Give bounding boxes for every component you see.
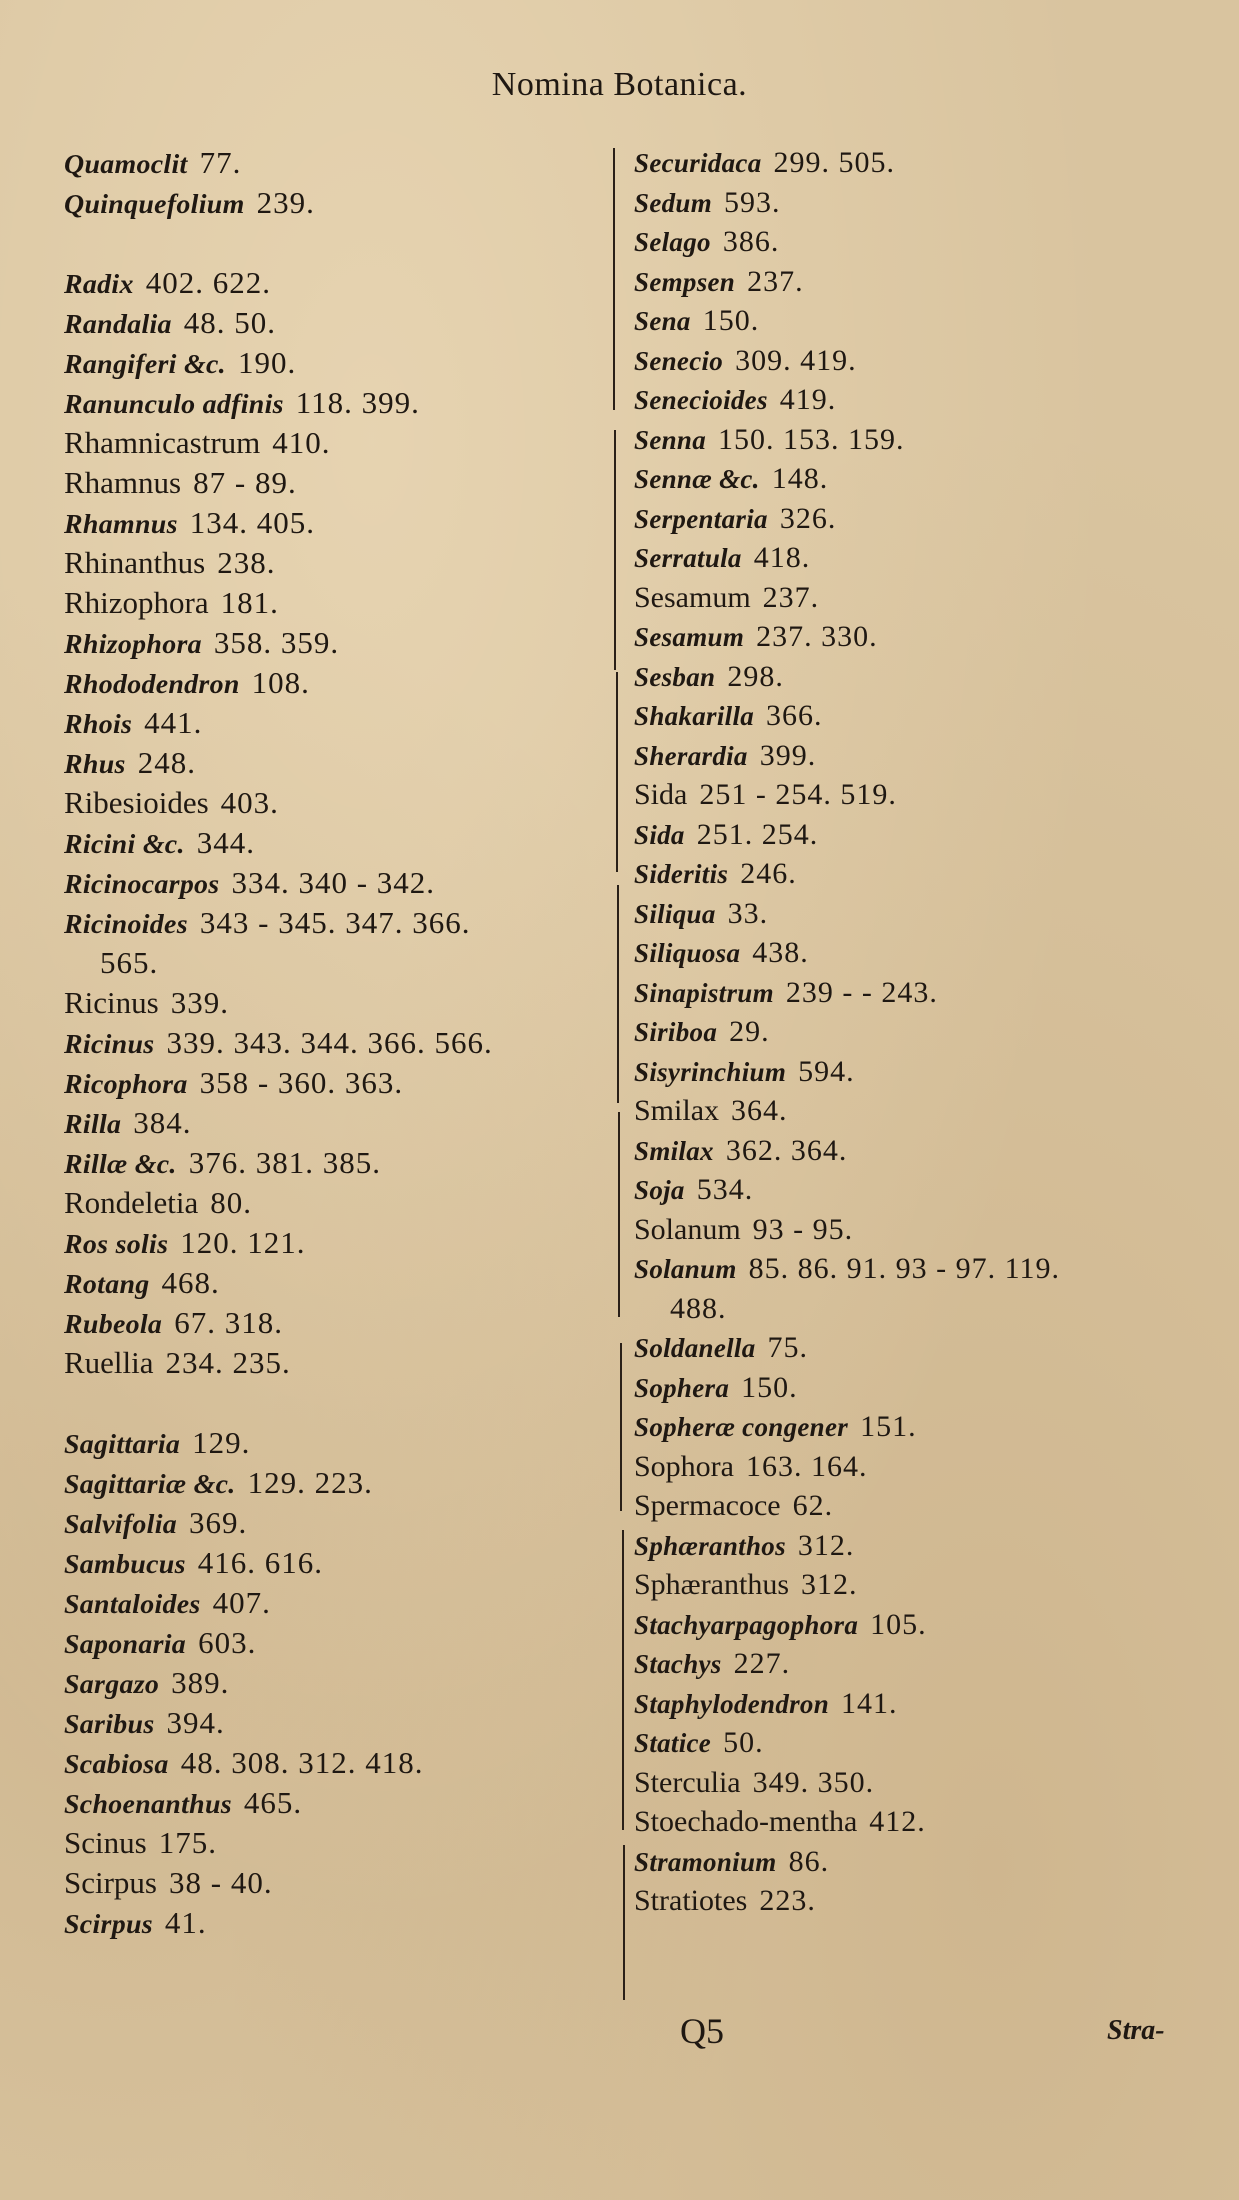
page-references: 416. 616. (197, 1545, 324, 1580)
page-references: 593. (724, 185, 781, 219)
index-entry (64, 1103, 624, 1143)
plant-name: Siliquosa (634, 938, 741, 968)
index-entry (64, 1543, 624, 1583)
page-references: 163. 164. (746, 1449, 868, 1483)
page-references: 349. 350. (752, 1765, 875, 1799)
page-references: 362. 364. (725, 1133, 848, 1167)
catchword: Stra- (1107, 2015, 1165, 2046)
index-entry (634, 1684, 1204, 1724)
plant-name: Randalia (64, 309, 172, 340)
page-references: 62. (792, 1489, 834, 1522)
index-entry (64, 183, 624, 223)
index-entry (64, 303, 624, 343)
index-entry (634, 183, 1204, 223)
page-references: 376. 381. 385. (188, 1145, 381, 1180)
plant-name: Soldanella (634, 1333, 756, 1363)
plant-name: Sherardia (634, 740, 748, 771)
index-entry (64, 1743, 624, 1783)
index-entry (64, 1063, 624, 1103)
index-entry (634, 815, 1204, 855)
plant-name: Ricinocarpos (64, 869, 220, 900)
page-references: 118. 399. (295, 385, 420, 420)
page-references: 38 - 40. (169, 1865, 273, 1900)
index-entry (634, 696, 1204, 736)
plant-name: Ricophora (64, 1069, 188, 1100)
page-references: 339. (170, 985, 229, 1020)
index-entry (634, 499, 1204, 539)
plant-name: Ricini &c. (64, 829, 185, 860)
page-references: 386. (722, 225, 780, 258)
index-entry (634, 1763, 1204, 1803)
index-entry (634, 617, 1204, 657)
page-references: 312. (801, 1568, 858, 1601)
page-references: 86. (788, 1844, 830, 1878)
plant-name: Ros solis (64, 1229, 169, 1260)
index-entry (634, 459, 1204, 499)
plant-name: Sargazo (64, 1669, 160, 1700)
index-entry (64, 1823, 624, 1863)
plant-name: Sambucus (64, 1549, 186, 1580)
plant-name: Serpentaria (634, 503, 768, 534)
plant-name: Quinquefolium (64, 189, 245, 220)
plant-name: Sagittariæ &c. (64, 1469, 236, 1500)
page-references: 129. 223. (247, 1465, 373, 1500)
index-entry (634, 1486, 1204, 1526)
plant-name: Stoechado-mentha (634, 1805, 858, 1838)
plant-name: Soja (634, 1175, 685, 1205)
plant-name: Ruellia (64, 1345, 154, 1380)
column-rule (618, 1112, 620, 1317)
page-references: 364. (731, 1094, 788, 1127)
plant-name: Scinus (64, 1825, 147, 1860)
plant-name: Sterculia (634, 1765, 741, 1799)
plant-name: Sena (634, 306, 691, 336)
plant-name: Sesamum (634, 622, 745, 652)
plant-name: Shakarilla (634, 701, 755, 731)
index-entry (64, 823, 624, 863)
page-references: 339. 343. 344. 366. 566. (166, 1025, 493, 1060)
index-entry (634, 1328, 1204, 1368)
plant-name: Senecio (634, 345, 724, 376)
page-references: 175. (158, 1825, 217, 1860)
index-entry (634, 301, 1204, 341)
plant-name: Ranunculo adfinis (64, 389, 284, 420)
index-entry (64, 943, 624, 983)
page-references: 248. (137, 745, 196, 780)
index-entry (634, 1052, 1204, 1092)
index-entry (634, 1289, 1204, 1329)
page-references: 237. 330. (756, 620, 878, 653)
page-references: 399. (759, 738, 817, 772)
index-entry (64, 663, 624, 703)
index-entry (634, 1249, 1204, 1289)
index-entry (634, 420, 1204, 460)
plant-name: Spermacoce (634, 1489, 781, 1522)
index-entry (64, 1423, 624, 1463)
page-references: 366. (766, 699, 823, 732)
index-entry (634, 1447, 1204, 1487)
index-entry (634, 736, 1204, 776)
plant-name: Radix (64, 269, 134, 300)
page-references: 488. (670, 1291, 727, 1325)
plant-name: Securidaca (634, 148, 762, 178)
page-references: 190. (237, 345, 297, 380)
index-entry (634, 341, 1204, 381)
plant-name: Rhamnus (64, 509, 178, 540)
plant-name: Rhus (64, 749, 126, 780)
page-references: 85. 86. 91. 93 - 97. 119. (748, 1252, 1061, 1285)
plant-name: Rhois (64, 709, 133, 740)
page-references: 309. 419. (735, 343, 857, 377)
plant-name: Smilax (634, 1135, 714, 1166)
plant-name: Sida (634, 778, 688, 811)
plant-name: Stachys (634, 1649, 722, 1679)
signature-mark: Q5 (680, 2011, 724, 2051)
page-references: 389. (171, 1665, 230, 1700)
plant-name: Smilax (634, 1094, 720, 1127)
index-entry (634, 1842, 1204, 1882)
page-references: 565. (100, 945, 159, 980)
section-gap (64, 1383, 624, 1423)
plant-name: Scirpus (64, 1909, 153, 1940)
index-entry (634, 1802, 1204, 1842)
page-references: 334. 340 - 342. (231, 865, 436, 900)
plant-name: Saribus (64, 1709, 155, 1740)
column-rule (617, 885, 619, 1103)
index-entry (64, 1463, 624, 1503)
index-entry (64, 1783, 624, 1823)
page-references: 441. (144, 705, 203, 740)
plant-name: Sisyrinchium (634, 1056, 787, 1087)
index-entry (64, 583, 624, 623)
plant-name: Sinapistrum (634, 977, 774, 1008)
index-entry (64, 1703, 624, 1743)
column-rule (616, 672, 618, 872)
page-references: 410. (272, 425, 331, 460)
index-entry (634, 854, 1204, 894)
page-references: 150. (702, 304, 760, 337)
plant-name: Rillæ &c. (64, 1149, 177, 1180)
plant-name: Scirpus (64, 1865, 157, 1900)
index-entry (634, 578, 1204, 618)
page-references: 150. (741, 1370, 798, 1404)
page-references: 234. 235. (165, 1345, 291, 1380)
plant-name: Rhizophora (64, 585, 209, 620)
index-entry (634, 222, 1204, 262)
plant-name: Scabiosa (64, 1749, 169, 1780)
plant-name: Schoenanthus (64, 1789, 232, 1820)
page-references: 108. (251, 665, 310, 700)
page-references: 50. (723, 1726, 764, 1759)
index-entry (634, 1881, 1204, 1921)
index-entry (634, 1170, 1204, 1210)
page-references: 298. (727, 659, 784, 693)
plant-name: Rilla (64, 1109, 122, 1140)
page-references: 412. (869, 1805, 926, 1838)
plant-name: Santaloides (64, 1589, 201, 1620)
plant-name: Rondeletia (64, 1185, 199, 1220)
plant-name: Salvifolia (64, 1509, 178, 1540)
page-references: 148. (771, 462, 829, 495)
page-references: 237. (762, 580, 820, 614)
plant-name: Sennæ &c. (634, 464, 760, 494)
plant-name: Sida (634, 819, 685, 850)
page-title: Nomina Botanica. (491, 66, 748, 103)
page-references: 394. (166, 1705, 225, 1740)
plant-name: Selago (634, 227, 711, 257)
page-references: 33. (727, 896, 769, 930)
index-column-left (64, 143, 624, 1943)
plant-name: Rhamnus (64, 465, 182, 500)
plant-name: Rangiferi &c. (64, 349, 226, 380)
plant-name: Ricinoides (64, 909, 188, 940)
index-entry (64, 863, 624, 903)
plant-name: Serratula (634, 543, 742, 573)
index-entry (634, 1526, 1204, 1566)
page-references: 465. (243, 1785, 303, 1820)
page-references: 344. (196, 825, 256, 860)
index-entry (634, 894, 1204, 934)
plant-name: Senna (634, 424, 707, 455)
plant-name: Sopheræ congener (634, 1412, 849, 1442)
index-entry (64, 983, 624, 1023)
page-references: 534. (696, 1173, 754, 1206)
page-references: 75. (767, 1331, 809, 1364)
page-references: 312. (797, 1528, 855, 1562)
page-references: 438. (752, 936, 809, 969)
page-references: 227. (733, 1647, 791, 1680)
index-entry (64, 383, 624, 423)
index-entry (634, 933, 1204, 973)
plant-name: Sedum (634, 187, 713, 218)
index-entry (634, 657, 1204, 697)
plant-name: Rhinanthus (64, 545, 206, 580)
index-entry (634, 1723, 1204, 1763)
plant-name: Ricinus (64, 1029, 155, 1060)
index-entry (634, 1368, 1204, 1408)
page-references: 603. (198, 1625, 257, 1660)
plant-name: Rhamnicastrum (64, 425, 261, 460)
page-references: 67. 318. (174, 1305, 283, 1340)
index-entry (64, 1663, 624, 1703)
page-references: 48. 50. (183, 305, 277, 340)
index-entry (634, 775, 1204, 815)
plant-name: Stramonium (634, 1846, 777, 1877)
page-references: 150. 153. 159. (718, 422, 905, 456)
index-entry (634, 1565, 1204, 1605)
page-references: 251. 254. (696, 817, 819, 851)
plant-name: Siliqua (634, 898, 716, 929)
index-entry (64, 1503, 624, 1543)
page-references: 326. (779, 501, 837, 535)
page-references: 120. 121. (180, 1225, 306, 1260)
index-entry (634, 380, 1204, 420)
column-rule (614, 430, 616, 670)
page-references: 129. (192, 1425, 251, 1460)
plant-name: Staphylodendron (634, 1688, 830, 1719)
page-references: 238. (217, 545, 276, 580)
index-entry (64, 423, 624, 463)
index-entry (64, 1583, 624, 1623)
index-entry (634, 973, 1204, 1013)
plant-name: Saponaria (64, 1629, 187, 1660)
plant-name: Solanum (634, 1212, 741, 1246)
page-references: 48. 308. 312. 418. (180, 1745, 424, 1780)
index-entry (64, 1303, 624, 1343)
index-entry (64, 1223, 624, 1263)
index-entry (64, 903, 624, 943)
plant-name: Rubeola (64, 1309, 163, 1340)
index-entry (634, 538, 1204, 578)
index-entry (64, 743, 624, 783)
page-references: 93 - 95. (752, 1212, 854, 1246)
plant-name: Sophera (634, 1372, 730, 1403)
plant-name: Ricinus (64, 985, 159, 1020)
page-references: 237. (747, 264, 804, 298)
page-references: 358. 359. (213, 625, 340, 660)
page-references: 594. (798, 1054, 855, 1088)
plant-name: Sideritis (634, 859, 729, 889)
page-references: 87 - 89. (193, 465, 297, 500)
column-rule (620, 1343, 622, 1511)
plant-name: Sempsen (634, 266, 736, 297)
page-references: 403. (220, 785, 279, 820)
page-references: 343 - 345. 347. 366. (199, 905, 471, 940)
index-entry (64, 543, 624, 583)
page-references: 419. (779, 383, 837, 416)
plant-name: Rhododendron (64, 669, 240, 700)
page-references: 407. (212, 1585, 271, 1620)
plant-name: Rotang (64, 1269, 150, 1300)
index-entry (634, 1210, 1204, 1250)
page-references: 369. (189, 1505, 248, 1540)
page-references: 468. (161, 1265, 220, 1300)
index-entry (634, 262, 1204, 302)
index-entry (634, 1644, 1204, 1684)
plant-name: Stratiotes (634, 1884, 748, 1917)
index-entry (64, 1143, 624, 1183)
page-references: 105. (870, 1607, 927, 1641)
page-references: 239. (256, 185, 315, 220)
section-gap (64, 223, 624, 263)
index-entry (64, 343, 624, 383)
plant-name: Solanum (634, 1254, 737, 1284)
index-entry (64, 1343, 624, 1383)
page-references: 402. 622. (145, 265, 271, 300)
page-references: 181. (220, 585, 279, 620)
index-entry (634, 143, 1204, 183)
index-entry (64, 1263, 624, 1303)
page-references: 239 - - 243. (785, 975, 938, 1009)
index-column-right (634, 143, 1204, 1921)
index-entry (64, 623, 624, 663)
plant-name: Sesamum (634, 580, 751, 614)
plant-name: Sagittaria (64, 1429, 181, 1460)
index-entry (634, 1012, 1204, 1052)
plant-name: Rhizophora (64, 629, 202, 660)
column-rule (622, 1530, 624, 1830)
page-references: 41. (164, 1905, 207, 1940)
plant-name: Statice (634, 1728, 712, 1758)
plant-name: Sesban (634, 661, 716, 692)
index-entry (64, 1903, 624, 1943)
page-references: 418. (753, 541, 811, 574)
page-references: 134. 405. (189, 505, 315, 540)
index-entry (64, 703, 624, 743)
index-entry (64, 783, 624, 823)
index-entry (634, 1091, 1204, 1131)
index-entry (64, 143, 624, 183)
index-entry (634, 1407, 1204, 1447)
plant-name: Siriboa (634, 1017, 718, 1047)
index-entry (64, 1863, 624, 1903)
column-rule (613, 148, 615, 410)
page-references: 251 - 254. 519. (699, 778, 897, 811)
index-entry (64, 263, 624, 303)
index-entry (64, 503, 624, 543)
plant-name: Stachyarpagophora (634, 1609, 859, 1640)
page-references: 223. (759, 1884, 816, 1917)
page-references: 80. (210, 1185, 253, 1220)
page-references: 141. (841, 1686, 898, 1720)
index-entry (634, 1131, 1204, 1171)
index-entry (64, 463, 624, 503)
plant-name: Sphæranthos (634, 1530, 786, 1561)
index-entry (634, 1605, 1204, 1645)
index-entry (64, 1183, 624, 1223)
column-rule (623, 1845, 625, 2000)
page-references: 151. (860, 1410, 917, 1443)
page-references: 358 - 360. 363. (199, 1065, 404, 1100)
plant-name: Quamoclit (64, 149, 188, 180)
plant-name: Ribesioides (64, 785, 209, 820)
index-entry (64, 1023, 624, 1063)
index-entry (64, 1623, 624, 1663)
plant-name: Sphæranthus (634, 1568, 790, 1601)
plant-name: Senecioides (634, 385, 768, 415)
page-references: 77. (199, 145, 242, 180)
page-references: 29. (729, 1015, 770, 1048)
plant-name: Sophora (634, 1449, 734, 1483)
page-references: 384. (133, 1105, 192, 1140)
page-references: 246. (740, 857, 797, 890)
page-references: 299. 505. (773, 146, 895, 179)
